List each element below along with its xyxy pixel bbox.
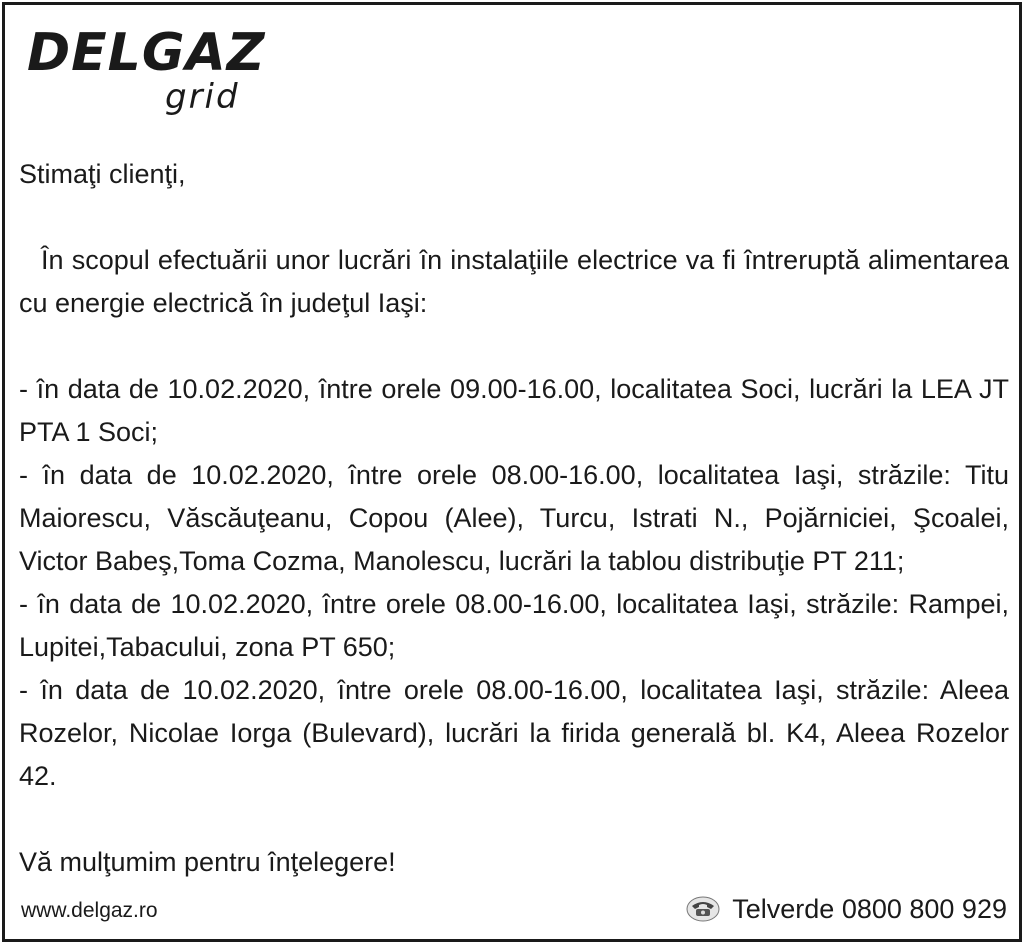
logo-sub-text: grid [165,77,240,117]
logo-main-text: DELGAZ [27,23,266,83]
website-link[interactable]: www.delgaz.ro [21,899,158,922]
delgaz-grid-logo [27,25,267,125]
outage-item: - în data de 10.02.2020, între orele 09.00-16.00, localitatea Soci, lucrări la LEA JT PTA 1 Soci; [19,374,1009,447]
intro-paragraph: În scopul efectuării unor lucrări în instalaţiile electrice va fi întreruptă alimentarea cu energie electrică în judeţul Iaşi: [19,245,1009,318]
telephone-icon [686,896,720,922]
closing-line: Vă mulţumim pentru înţelegere! [19,847,396,877]
outage-item: - în data de 10.02.2020, între orele 08.00-16.00, localitatea Iaşi, străzile: Rampei, Lupitei,Tabacului, zona PT 650; [19,589,1009,662]
outage-item: - în data de 10.02.2020, între orele 08.00-16.00, localitatea Iaşi, străzile: Aleea Rozelor, Nicolae Iorga (Bulevard), lucrări la firida generală bl. K4, Aleea Rozelor 42. [19,675,1009,791]
greeting: Stimaţi clienţi, [19,159,186,189]
phone-contact [686,893,1007,925]
phone-number: Telverde 0800 800 929 [732,894,1007,924]
outage-item: - în data de 10.02.2020, între orele 08.00-16.00, localitatea Iaşi, străzile: Titu Maiorescu, Văscăuţeanu, Copou (Alee), Turcu, Istrati N., Pojărniciei, Şcoalei, Victor Babeş,Toma Cozma, Manolescu, lucrări la tablou distribuţie PT 211; [19,460,1009,576]
notice-body [19,153,1009,884]
notice-frame [2,2,1022,942]
